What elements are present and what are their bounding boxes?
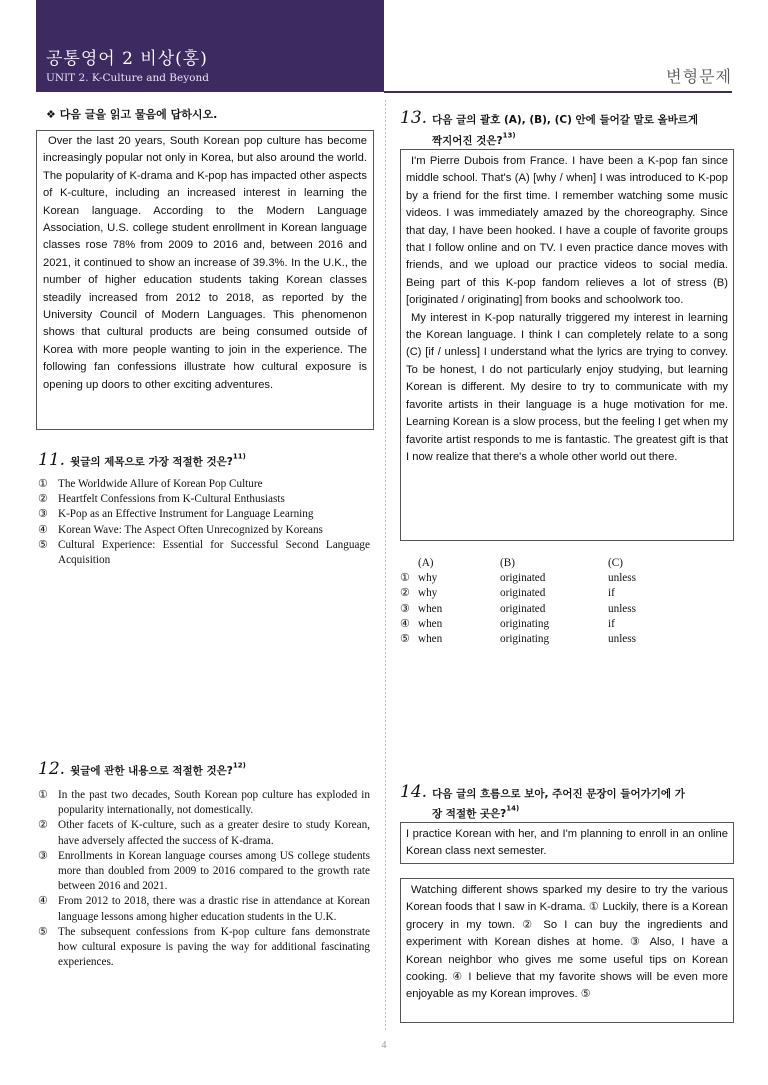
instruction: ❖ 다음 글을 읽고 물음에 답하시오. — [46, 108, 218, 121]
option-marker: ⑤ — [38, 925, 49, 938]
option-text: The Worldwide Allure of Korean Pop Culture — [58, 478, 263, 490]
cell-c: if — [608, 587, 615, 600]
question-note: 12) — [232, 761, 246, 770]
cell-mark: ① — [400, 572, 411, 585]
question-12-options — [38, 788, 370, 970]
cell-b: originating — [500, 617, 550, 630]
question-text: 장 적절한 곳은? — [432, 808, 507, 820]
option-text: Cultural Experience: Essential for Successful Second Language Acquisition — [58, 538, 370, 567]
option-marker: ⑤ — [38, 538, 49, 551]
given-sentence-box — [400, 822, 734, 864]
option-text: Other facets of K-culture, such as a greater desire to study Korean, have adversely affected the success of K-drama. — [58, 819, 370, 847]
cell-b: originated — [500, 602, 546, 615]
cell-b: originated — [500, 572, 546, 585]
option-4[interactable] — [38, 894, 370, 924]
question-14-heading-line2 — [432, 802, 519, 821]
question-note: 11) — [232, 452, 246, 461]
option-marker: ③ — [38, 508, 49, 521]
question-text: 다음 글의 흐름으로 보아, 주어진 문장이 들어가기에 가 — [432, 788, 685, 800]
question-text: 짝지어진 것은? — [432, 135, 503, 147]
option-3[interactable] — [38, 849, 370, 895]
question-13-heading-line2 — [432, 129, 516, 148]
cell-b: originating — [500, 633, 550, 646]
option-5[interactable] — [38, 538, 370, 568]
passage-paragraph-2: My interest in K-pop naturally triggered my interest in learning the Korean language. I think I can completely relate to a song (C) [if / unless] I understand what the lyrics are trying to convey. To be honest, I do not particularly enjoy studying, but learning Korean is different. My desire to try to communicate with my favorite artists in their language is a huge motivation for me. Learning Korean is a slow process, but the feeling I get when my favorite artist responds to me is fantastic. The greatest gift is that I now realize that there's a whole other world out there. — [406, 311, 728, 463]
passage-text: Watching different shows sparked my desire to try the various Korean foods that I saw in K-drama. ① Luckily, there is a Korean grocery in my town. ② So I can buy the ingredients and experiment with Korean dishes at home. ③ Also, I have a Korean neighbor who gives me some useful tips on Korean cooking. ④ I believe that my favorite shows will be even more enjoyable as my Korean improves. ⑤ — [406, 884, 728, 1001]
option-1[interactable] — [38, 788, 370, 818]
col-header-b: (B) — [500, 557, 515, 569]
question-13-answer-table — [400, 556, 688, 647]
main-passage-text: Over the last 20 years, South Korean pop culture has become increasingly popular not only in Korea, but also around the world. The popularity of K-drama and K-pop has impacted other aspects of K-culture, including an increased interest in learning the Korean language. According to the Modern Language Association, U.S. college student enrollment in Korean language classes rose 78% from 2009 to 2016 and, between 2016 and 2021, it continued to show an increase of 39.3%. In the U.K., the number of higher education students taking Korean classes steadily increased from 2012 to 2018, as reported by the University Council of Modern Languages. This phenomenon shows that cultural products are being consumed outside of Korea with more people wanting to join in the experience. The following fan confessions illustrate how cultural exposure is opening up doors to other exciting adventures. — [43, 135, 367, 391]
answer-row-5[interactable] — [400, 632, 688, 647]
column-divider — [385, 100, 386, 1030]
table-header-row — [400, 556, 688, 571]
option-text: From 2012 to 2018, there was a drastic rise in attendance at Korean language lessons among higher education students in the U.K. — [58, 895, 370, 923]
cell-a: why — [418, 587, 438, 600]
option-text: Enrollments in Korean language courses among US college students more than doubled from 2009 to 2016 compared to the growth rate between 2016 and 2021. — [58, 849, 370, 893]
given-sentence: I practice Korean with her, and I'm planning to enroll in an online Korean class next semester. — [406, 828, 728, 858]
option-2[interactable] — [38, 492, 370, 507]
cell-mark: ④ — [400, 617, 411, 630]
question-number: 14. — [400, 782, 428, 802]
question-13-passage — [400, 149, 734, 541]
question-14-heading — [400, 782, 685, 802]
passage-paragraph-1: I'm Pierre Dubois from France. I have been a K-pop fan since middle school. That's (A) [why / when] I was introduced to K-pop by a friend for the first time. I remember watching some music videos. I was immediately amazed by the choreography. Since that day, I have been hooked. I have a couple of favorite groups that I follow online and on TV. I even practice dance moves with friends, and we upload our practice videos to social media. Being part of this K-pop fandom relieves a lot of stress (B) [originated / originating] from books and schoolwork too. — [406, 155, 728, 307]
answer-row-3[interactable] — [400, 602, 688, 617]
cell-a: when — [418, 602, 443, 615]
answer-row-2[interactable] — [400, 586, 688, 601]
option-3[interactable] — [38, 507, 370, 522]
option-text: Heartfelt Confessions from K-Cultural Enthusiasts — [58, 493, 285, 506]
question-text: 다음 글의 괄호 (A), (B), (C) 안에 들어갈 말로 올바르게 — [432, 114, 699, 126]
option-text: K-Pop as an Effective Instrument for Language Learning — [58, 508, 314, 521]
question-11-heading — [38, 450, 246, 470]
option-marker: ④ — [38, 895, 49, 908]
cell-c: unless — [608, 633, 636, 646]
header-unit: UNIT 2. K-Culture and Beyond — [46, 72, 209, 84]
main-passage — [36, 130, 374, 430]
option-1[interactable] — [38, 477, 370, 492]
question-number: 11. — [38, 450, 66, 470]
header-underline — [384, 91, 732, 93]
header-title: 공통영어 2 비상(홍) — [46, 49, 208, 69]
col-header-c: (C) — [608, 557, 623, 569]
option-text: In the past two decades, South Korean pop culture has exploded in popularity internationally, not domestically. — [58, 789, 370, 817]
option-5[interactable] — [38, 925, 370, 971]
question-text: 윗글의 제목으로 가장 적절한 것은? — [70, 456, 233, 468]
option-marker: ① — [38, 789, 49, 801]
cell-a: when — [418, 617, 443, 630]
question-number: 13. — [400, 108, 428, 128]
option-2[interactable] — [38, 818, 370, 848]
page-number: 4 — [381, 1040, 387, 1051]
option-text: Korean Wave: The Aspect Often Unrecognized by Koreans — [58, 523, 323, 536]
option-4[interactable] — [38, 523, 370, 538]
question-note: 14) — [506, 804, 520, 813]
option-marker: ① — [38, 478, 49, 490]
option-marker: ④ — [38, 523, 49, 536]
option-marker: ② — [38, 493, 49, 506]
cell-c: unless — [608, 602, 636, 615]
col-header-a: (A) — [418, 557, 434, 569]
question-13-heading — [400, 108, 698, 128]
header-right-label: 변형문제 — [666, 67, 732, 86]
question-14-passage — [400, 878, 734, 1023]
cell-c: if — [608, 617, 615, 630]
cell-a: why — [418, 572, 438, 585]
cell-b: originated — [500, 587, 546, 600]
option-text: The subsequent confessions from K-pop culture fans demonstrate how cultural exposure is paving the way for additional fascinating experiences. — [58, 925, 370, 969]
cell-mark: ⑤ — [400, 633, 411, 646]
question-12-heading — [38, 759, 246, 779]
question-11-options — [38, 477, 370, 568]
option-marker: ② — [38, 819, 49, 832]
answer-rows — [400, 571, 688, 647]
cell-c: unless — [608, 572, 636, 585]
option-marker: ③ — [38, 849, 49, 862]
question-note: 13) — [502, 131, 516, 140]
answer-row-4[interactable] — [400, 617, 688, 632]
cell-mark: ③ — [400, 602, 411, 615]
question-text: 윗글에 관한 내용으로 적절한 것은? — [70, 765, 233, 777]
cell-a: when — [418, 633, 443, 646]
cell-mark: ② — [400, 587, 411, 600]
answer-row-1[interactable] — [400, 571, 688, 586]
question-number: 12. — [38, 759, 66, 779]
